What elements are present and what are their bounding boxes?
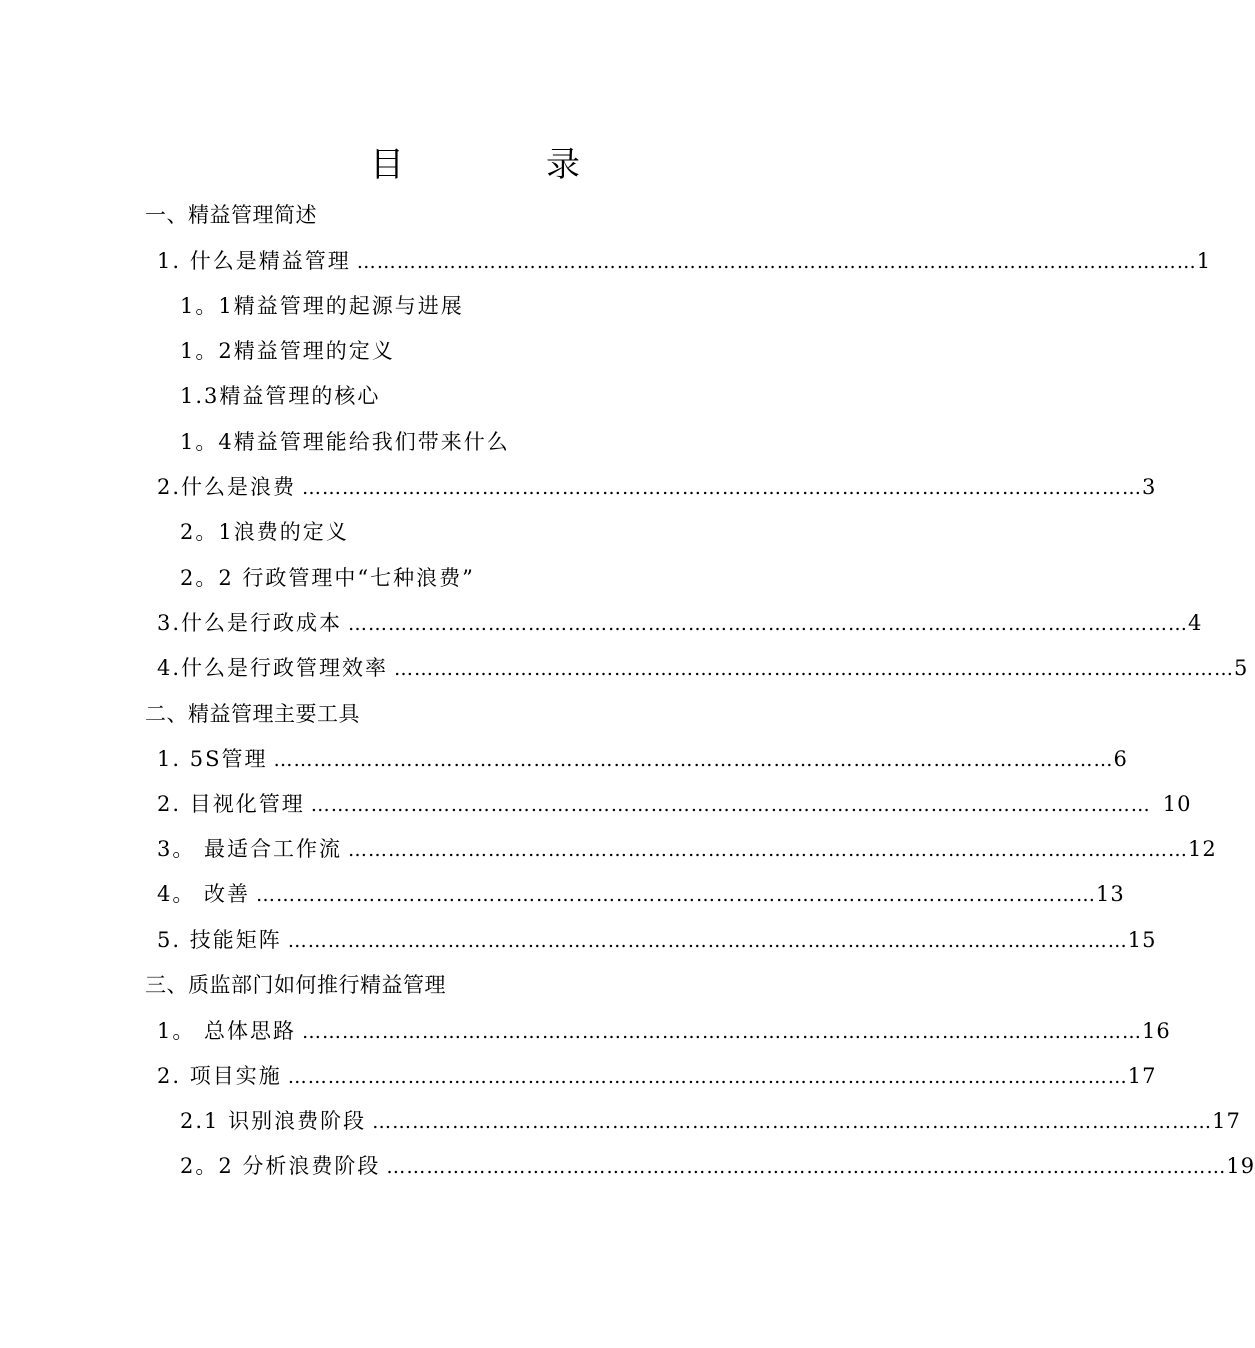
toc-tool-2[interactable]: [157, 789, 1192, 819]
toc-page-number: 15: [1127, 928, 1157, 952]
toc-entry-label: 4.什么是行政管理效率: [157, 656, 389, 680]
toc-tool-1[interactable]: [157, 744, 1128, 774]
dot-leader: ………………………………………………………………………………………………………………: [356, 251, 1197, 273]
toc-page-number: 13: [1096, 882, 1125, 906]
toc-entry-label: 1。 总体思路: [157, 1019, 297, 1043]
toc-entry-2[interactable]: [157, 472, 1157, 502]
dot-leader: ………………………………………………………………………………………………………………: [372, 1111, 1213, 1133]
toc-page-number: 10: [1162, 792, 1192, 816]
toc-subentry-1-3[interactable]: 1.3精益管理的核心: [180, 384, 381, 408]
toc-entry-label: 4。 改善: [157, 882, 251, 906]
dot-leader: ………………………………………………………………………………………………………………: [348, 839, 1189, 861]
dot-leader: ………………………………………………………………………………………………………………: [287, 1066, 1128, 1088]
toc-page-number: 5: [1234, 656, 1249, 680]
toc-entry-label: 3。 最适合工作流: [157, 837, 343, 861]
toc-page-number: 19: [1226, 1154, 1255, 1178]
page-title: 目 录: [370, 145, 634, 185]
toc-page-number: 6: [1113, 747, 1128, 771]
toc-tool-3[interactable]: [157, 834, 1217, 864]
toc-subentry-1-4[interactable]: 1。4精益管理能给我们带来什么: [180, 430, 510, 454]
dot-leader: ………………………………………………………………………………………………………………: [310, 794, 1151, 816]
dot-leader: ………………………………………………………………………………………………………………: [386, 1156, 1227, 1178]
toc-page-number: 1: [1196, 249, 1212, 273]
toc-entry-label: 2.什么是浪费: [157, 475, 297, 499]
dot-leader: ………………………………………………………………………………………………………………: [302, 1021, 1143, 1043]
toc-impl-2[interactable]: [157, 1061, 1157, 1091]
toc-section-1: 一、精益管理简述: [145, 203, 317, 227]
dot-leader: ………………………………………………………………………………………………………………: [302, 477, 1143, 499]
toc-entry-label: 2. 目视化管理: [157, 792, 305, 816]
toc-entry-label: 5. 技能矩阵: [157, 928, 282, 952]
toc-subentry-1-1[interactable]: 1。1精益管理的起源与进展: [180, 294, 464, 318]
dot-leader: ………………………………………………………………………………………………………………: [256, 884, 1097, 906]
toc-entry-3[interactable]: [157, 608, 1203, 638]
toc-page-number: 17: [1127, 1064, 1157, 1088]
toc-impl-1[interactable]: [157, 1016, 1171, 1046]
toc-section-2: 二、精益管理主要工具: [145, 702, 360, 726]
toc-entry-label: 2.1 识别浪费阶段: [180, 1109, 367, 1133]
toc-page-number: 16: [1142, 1019, 1171, 1043]
toc-tool-5[interactable]: [157, 925, 1157, 955]
toc-page-number: 17: [1212, 1109, 1241, 1133]
toc-impl-2-2[interactable]: [180, 1151, 1255, 1181]
toc-entry-label: 1. 什么是精益管理: [157, 249, 351, 273]
toc-page-number: 4: [1188, 611, 1203, 635]
toc-section-3: 三、质监部门如何推行精益管理: [145, 973, 446, 997]
toc-tool-4[interactable]: [157, 879, 1125, 909]
toc-page-number: 12: [1188, 837, 1217, 861]
toc-impl-2-1[interactable]: [180, 1106, 1241, 1136]
toc-entry-label: 3.什么是行政成本: [157, 611, 343, 635]
toc-page-number: 3: [1142, 475, 1157, 499]
dot-leader: ………………………………………………………………………………………………………………: [287, 930, 1128, 952]
toc-subentry-2-2[interactable]: 2。2 行政管理中“七种浪费”: [180, 566, 475, 590]
toc-entry-label: 2。2 分析浪费阶段: [180, 1154, 381, 1178]
toc-entry-4[interactable]: [157, 653, 1249, 683]
toc-subentry-2-1[interactable]: 2。1浪费的定义: [180, 520, 349, 544]
dot-leader: ………………………………………………………………………………………………………………: [394, 658, 1235, 680]
toc-entry-1[interactable]: [157, 246, 1212, 276]
toc-entry-label: 2. 项目实施: [157, 1064, 282, 1088]
toc-subentry-1-2[interactable]: 1。2精益管理的定义: [180, 339, 395, 363]
dot-leader: ………………………………………………………………………………………………………………: [273, 749, 1114, 771]
dot-leader: ………………………………………………………………………………………………………………: [348, 613, 1189, 635]
toc-entry-label: 1. 5S管理: [157, 747, 268, 771]
